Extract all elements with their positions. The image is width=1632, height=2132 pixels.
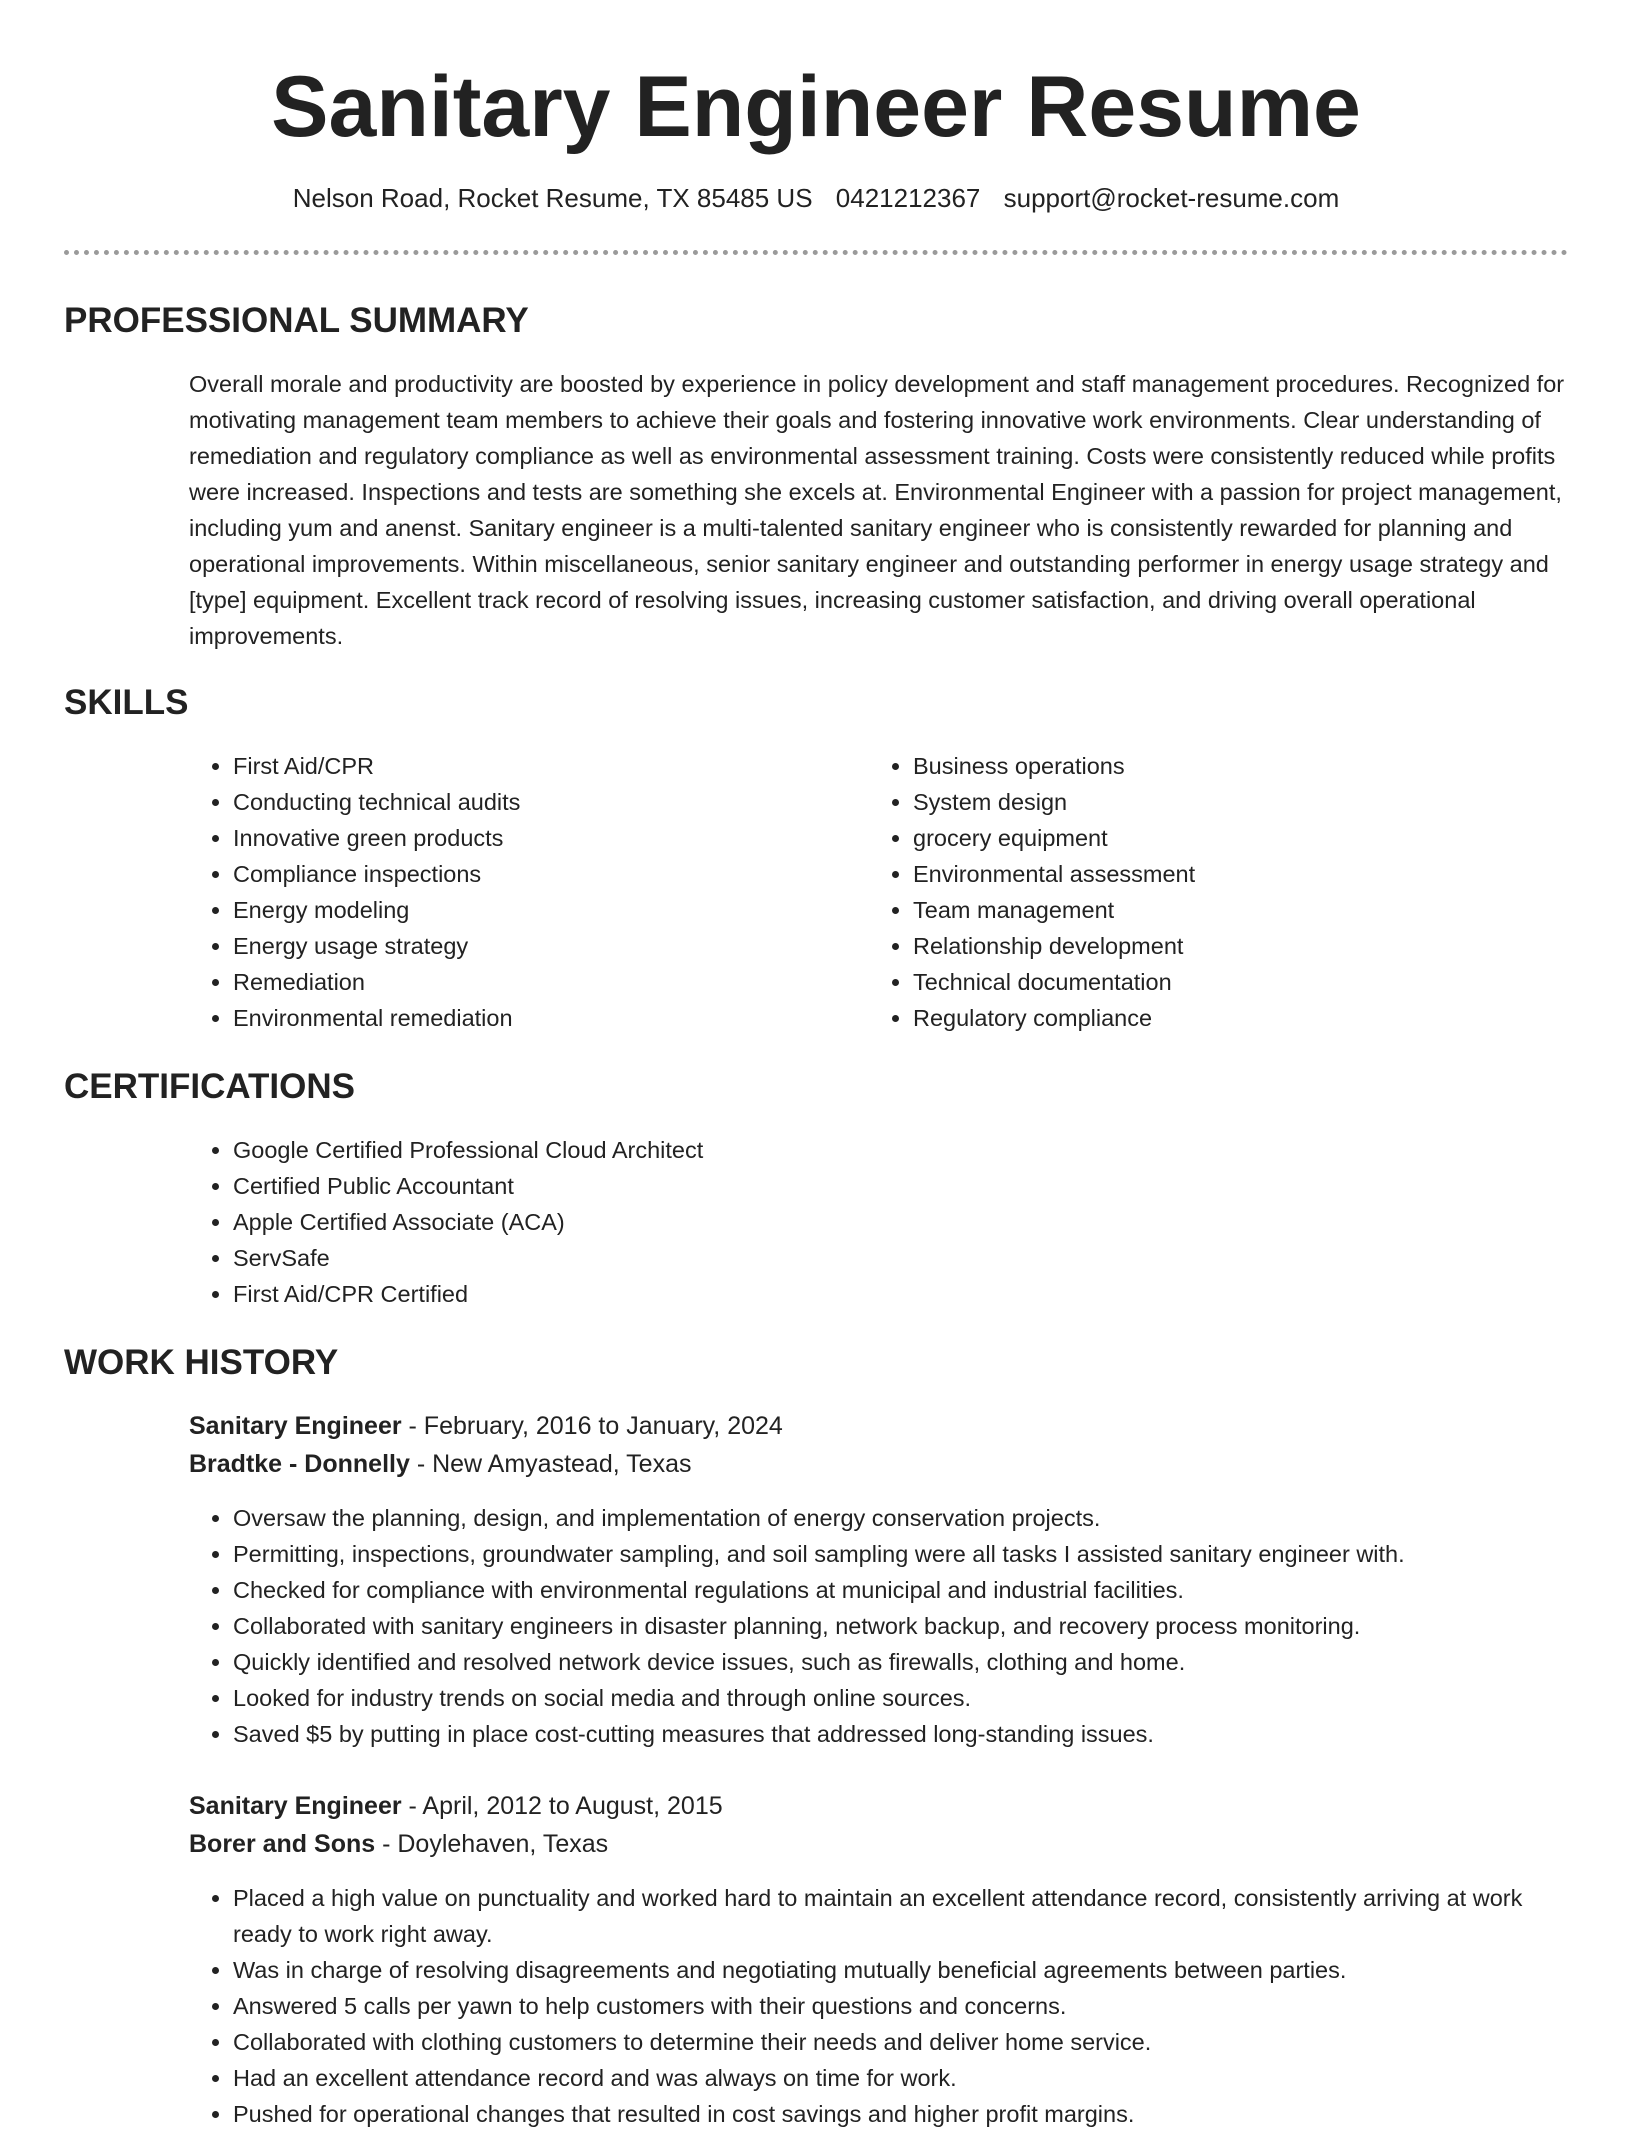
job-title-line [189, 1787, 723, 1825]
certification-item: • ServSafe [233, 1240, 1563, 1276]
job-company: Borer and Sons [189, 1830, 376, 1858]
skill-item: • First Aid/CPR [233, 748, 853, 784]
job-title: Sanitary Engineer [189, 1792, 402, 1820]
job-bullet: • Placed a high value on punctuality and worked hard to maintain an excellent attendance record, consistently arriving at work ready to work right away. [233, 1880, 1583, 1952]
job-location: - Doylehaven, Texas [375, 1830, 609, 1858]
skill-item: • Innovative green products [233, 820, 853, 856]
skill-item: • Energy modeling [233, 892, 853, 928]
certification-item: • Certified Public Accountant [233, 1168, 1563, 1204]
job-bullet: • Permitting, inspections, groundwater sampling, and soil sampling were all tasks I assisted sanitary engineer with. [233, 1536, 1583, 1572]
contact-email: support@rocket-resume.com [1003, 183, 1340, 213]
job-bullet: • Saved $5 by putting in place cost-cutting measures that addressed long-standing issues. [233, 1716, 1583, 1752]
skill-item: • Remediation [233, 964, 853, 1000]
job-dates: - April, 2012 to August, 2015 [401, 1792, 723, 1820]
certifications-list [189, 1132, 1563, 1312]
skills-list-right [869, 748, 1563, 1036]
skill-item: • Business operations [913, 748, 1563, 784]
job-company: Bradtke - Donnelly [189, 1450, 410, 1478]
skill-item: • Regulatory compliance [913, 1000, 1563, 1036]
skill-item: • Environmental remediation [233, 1000, 853, 1036]
job-company-line [189, 1445, 691, 1483]
job-company-line [189, 1825, 608, 1863]
job-bullet: • Collaborated with clothing customers to determine their needs and deliver home service. [233, 2024, 1583, 2060]
skill-item: • Energy usage strategy [233, 928, 853, 964]
contact-phone: 0421212367 [835, 183, 981, 213]
skills-list-left [189, 748, 853, 1036]
job-bullet: • Pushed for operational changes that resulted in cost savings and higher profit margins. [233, 2096, 1583, 2132]
skills-heading: SKILLS [64, 683, 189, 722]
summary-heading: PROFESSIONAL SUMMARY [64, 301, 529, 340]
contact-address: Nelson Road, Rocket Resume, TX 85485 US [292, 183, 813, 213]
job-title-line [189, 1407, 783, 1445]
job-bullet: • Checked for compliance with environmental regulations at municipal and industrial facilities. [233, 1572, 1583, 1608]
skill-item: • Team management [913, 892, 1563, 928]
certifications-heading: CERTIFICATIONS [64, 1067, 356, 1106]
job-bullet: • Answered 5 calls per yawn to help customers with their questions and concerns. [233, 1988, 1583, 2024]
skill-item: • Compliance inspections [233, 856, 853, 892]
job-bullet: • Was in charge of resolving disagreements and negotiating mutually beneficial agreements between parties. [233, 1952, 1583, 1988]
skill-item: • Conducting technical audits [233, 784, 853, 820]
header-divider [64, 250, 1568, 255]
job-bullet: • Collaborated with sanitary engineers in disaster planning, network backup, and recovery process monitoring. [233, 1608, 1583, 1644]
job-title: Sanitary Engineer [189, 1412, 402, 1440]
skill-item: • Technical documentation [913, 964, 1563, 1000]
job-bullet: • Quickly identified and resolved network device issues, such as firewalls, clothing and home. [233, 1644, 1583, 1680]
job-bullet: • Had an excellent attendance record and was always on time for work. [233, 2060, 1583, 2096]
contact-line [0, 178, 1632, 218]
job-location: - New Amyastead, Texas [409, 1450, 692, 1478]
job-bullet: • Looked for industry trends on social media and through online sources. [233, 1680, 1583, 1716]
skill-item: • Environmental assessment [913, 856, 1563, 892]
certification-item: • Google Certified Professional Cloud Architect [233, 1132, 1563, 1168]
job-bullets [189, 1500, 1583, 1752]
skill-item: • System design [913, 784, 1563, 820]
job-dates: - February, 2016 to January, 2024 [401, 1412, 783, 1440]
job-bullets [189, 1880, 1583, 2132]
skill-item: • grocery equipment [913, 820, 1563, 856]
work-history-heading: WORK HISTORY [64, 1343, 339, 1382]
certification-item: • First Aid/CPR Certified [233, 1276, 1563, 1312]
certification-item: • Apple Certified Associate (ACA) [233, 1204, 1563, 1240]
summary-text: Overall morale and productivity are boosted by experience in policy development and staff management procedures. Recognized for motivating management team members to achieve their goals and fostering innovative work environments. Clear understanding of remediation and regulatory compliance as well as environmental assessment training. Costs were consistently reduced while profits were increased. Inspections and tests are something she excels at. Environmental Engineer with a passion for project management, including yum and anenst. Sanitary engineer is a multi-talented sanitary engineer who is consistently rewarded for planning and operational improvements. Within miscellaneous, senior sanitary engineer and outstanding performer in energy usage strategy and [type] equipment. Excellent track record of resolving issues, increasing customer satisfaction, and driving overall operational improvements. [189, 371, 1565, 649]
job-bullet: • Oversaw the planning, design, and implementation of energy conservation projects. [233, 1500, 1583, 1536]
skill-item: • Relationship development [913, 928, 1563, 964]
resume-title: Sanitary Engineer Resume [271, 59, 1361, 155]
